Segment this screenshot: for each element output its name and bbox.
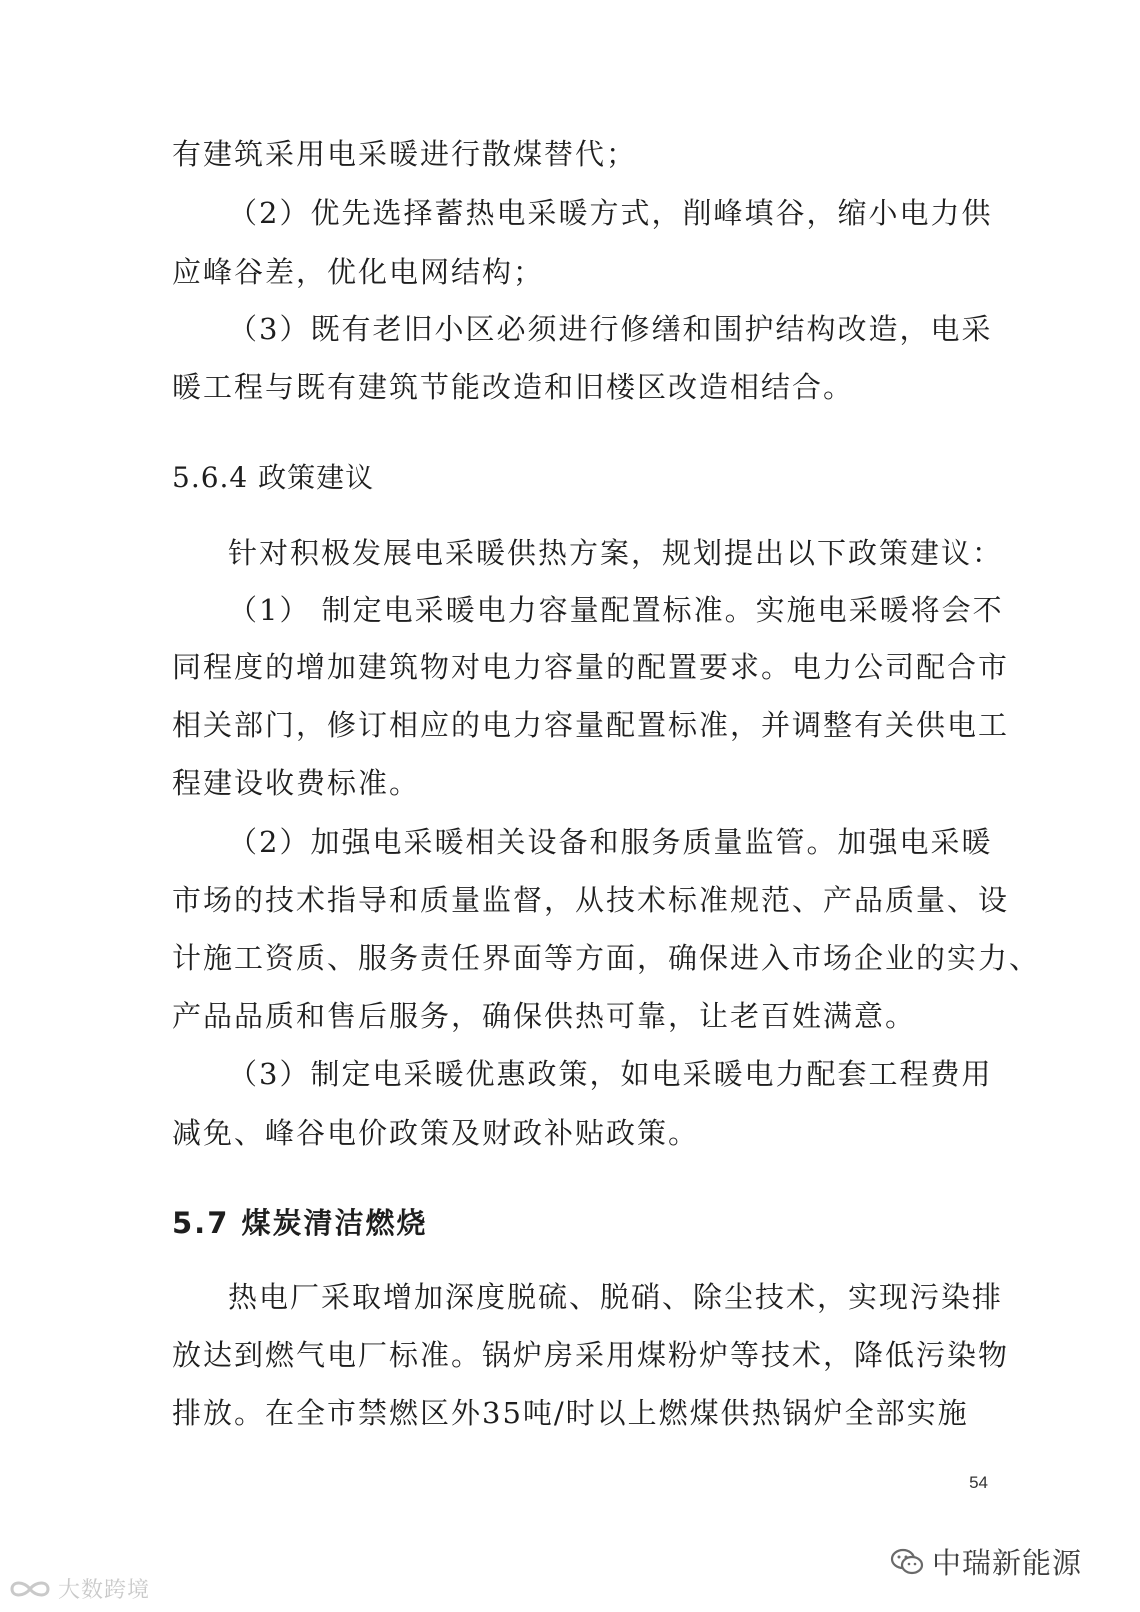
text-line: 市场的技术指导和质量监督，从技术标准规范、产品质量、设 [172,883,1010,917]
watermark-right-text: 中瑞新能源 [931,1546,1082,1580]
text-line: 相关部门，修订相应的电力容量配置标准，并调整有关供电工 [172,708,1010,742]
section-heading-5-7: 5.7 煤炭清洁燃烧 [172,1206,428,1240]
text-line: （3）制定电采暖优惠政策，如电采暖电力配套工程费用 [228,1057,993,1091]
watermark-right [890,1541,1082,1582]
text-line: 热电厂采取增加深度脱硫、脱硝、除尘技术，实现污染排 [228,1280,1004,1314]
text-line: （3）既有老旧小区必须进行修缮和围护结构改造，电采 [228,312,993,346]
watermark-left-text: 大数跨境 [58,1578,151,1603]
text-line: 排放。在全市禁燃区外35吨/时以上燃煤供热锅炉全部实施 [172,1396,969,1430]
text-line: 暖工程与既有建筑节能改造和旧楼区改造相结合。 [172,370,855,404]
infinity-logo-icon [8,1576,52,1602]
text-line: 同程度的增加建筑物对电力容量的配置要求。电力公司配合市 [172,650,1010,684]
text-line: 产品品质和售后服务，确保供热可靠，让老百姓满意。 [172,999,917,1033]
text-line: （2）加强电采暖相关设备和服务质量监管。加强电采暖 [228,825,993,859]
text-line: 计施工资质、服务责任界面等方面，确保进入市场企业的实力、 [172,941,1041,975]
text-line: 放达到燃气电厂标准。锅炉房采用煤粉炉等技术，降低污染物 [172,1338,1010,1372]
text-line: 程建设收费标准。 [172,766,421,800]
text-line: 减免、峰谷电价政策及财政补贴政策。 [172,1116,700,1150]
text-line: 应峰谷差，优化电网结构； [172,255,545,289]
wechat-icon [890,1547,924,1577]
text-line: （2）优先选择蓄热电采暖方式，削峰填谷，缩小电力供 [228,196,993,230]
text-line: 有建筑采用电采暖进行散煤替代； [172,137,638,171]
text-line: （1） 制定电采暖电力容量配置标准。实施电采暖将会不 [228,593,1004,627]
section-heading-5-6-4: 5.6.4 政策建议 [172,461,375,494]
text-line: 针对积极发展电采暖供热方案，规划提出以下政策建议： [228,536,1004,570]
page-number: 54 [969,1473,988,1492]
watermark-left [8,1573,150,1604]
